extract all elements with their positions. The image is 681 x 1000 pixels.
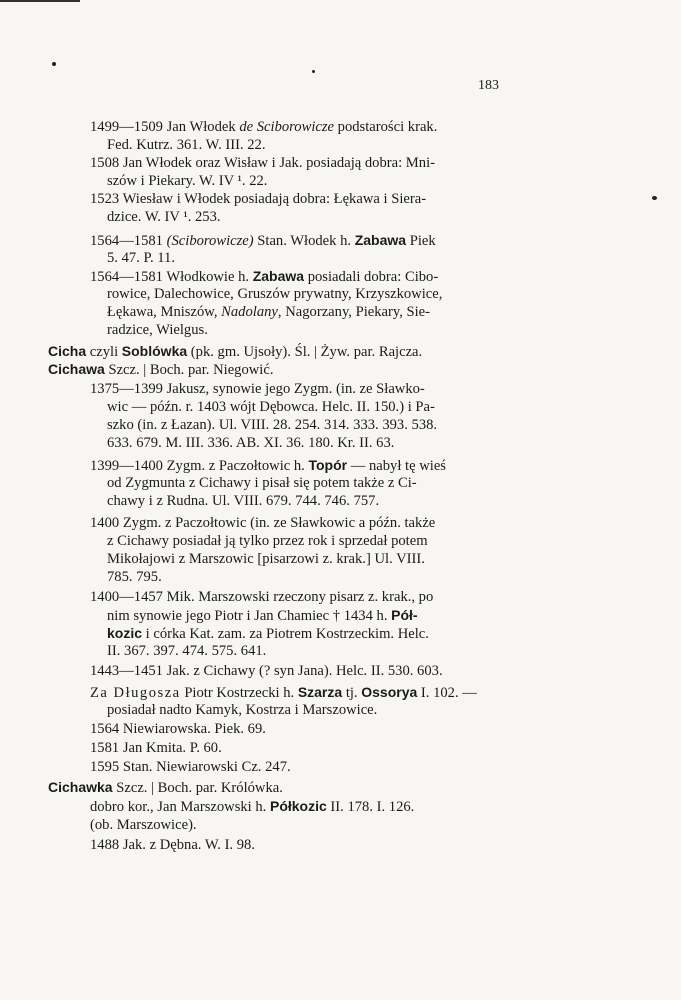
text-line [107,474,417,492]
bold-term: Soblówka [121,343,188,359]
bold-term: Cichawka [48,779,113,795]
scan-edge-mark [0,0,80,2]
text-line [107,642,266,660]
text-run: z Cichawy posiadał ją tylko przez rok i sprzedał potem [107,533,428,549]
text-line [107,434,394,452]
bold-term: kozic [107,625,143,641]
text-run: Fed. Kutrz. 361. W. III. 22. [107,137,266,153]
scan-speck [312,70,315,73]
text-run: Za Długosza [90,685,181,701]
text-line [90,118,437,136]
text-line [107,606,418,625]
text-run: posiadali dobra: Cibo- [304,269,439,285]
text-run: nim synowie jego Piotr i Jan Chamiec † 1434 h. [107,608,392,624]
text-run: i córka Kat. zam. za Piotrem Kostrzeckim. Helc. [142,626,429,642]
text-run: 1508 Jan Włodek oraz Wisław i Jak. posiadają dobra: Mni- [90,155,435,171]
text-line [90,797,414,816]
italic-term: Nadolany [221,304,278,320]
scan-speck [652,196,657,200]
text-run: II. 367. 397. 474. 575. 641. [107,643,267,659]
text-line [107,136,266,154]
italic-term: (Sciborowicze) [166,233,254,249]
text-run: od Zygmunta z Cichawy i pisał się potem także z Ci- [107,475,417,491]
text-run: Piek [406,233,436,249]
text-line [107,568,162,586]
text-run: radzice, Wielgus. [107,322,208,338]
text-line [90,836,255,854]
text-line [107,321,208,339]
text-run: posiadał nadto Kamyk, Kostrza i Marszowice. [107,702,378,718]
text-run: Piotr Kostrzecki h. [180,685,298,701]
text-line [90,720,266,738]
text-line [107,701,377,719]
text-run: 5. 47. P. 11. [107,250,175,266]
text-line [90,380,425,398]
text-line [107,398,435,416]
text-run: Szcz. | Boch. par. Niegowić. [104,362,274,378]
text-run: podstarości krak. [334,119,438,135]
text-line [90,514,435,532]
text-line [90,683,477,702]
text-run: , Nagorzany, Piekary, Sie- [277,304,431,320]
text-run: Stan. Włodek h. [253,233,355,249]
bold-term: Cichawa [48,361,105,377]
text-line [107,624,429,643]
text-run: 1523 Wiesław i Włodek posiadają dobra: Łękawa i Siera- [90,191,427,207]
text-run: 1488 Jak. z Dębna. W. I. 98. [90,837,255,853]
text-line [90,739,222,757]
text-line [48,360,274,379]
text-line [90,267,438,286]
text-run: — nabył tę wieś [347,458,446,474]
text-run: czyli [86,344,122,360]
text-run: (pk. gm. Ujsoły). Śl. | Żyw. par. Rajcza. [187,344,423,360]
bold-term: Zabawa [252,268,305,284]
text-run: 1581 Jan Kmita. P. 60. [90,740,222,756]
text-run: 1400—1457 Mik. Marszowski rzeczony pisarz z. krak., po [90,589,434,605]
text-run: dobro kor., Jan Marszowski h. [90,799,270,815]
text-run: 785. 795. [107,569,162,585]
bold-term: Ossorya [361,684,418,700]
text-line [107,172,267,190]
text-line [107,416,437,434]
text-line [107,208,221,226]
text-run: 1564—1581 [90,233,167,249]
text-line [90,456,446,475]
text-line [90,588,433,606]
text-line [107,303,430,321]
bold-term: Półkozic [269,798,327,814]
text-run: 1499—1509 Jan Włodek [90,119,240,135]
text-run: 1400 Zygm. z Paczołtowic (in. ze Sławkowic a późn. także [90,515,436,531]
bold-term: Topór [308,457,348,473]
text-line [90,662,443,680]
text-line [107,285,442,303]
text-line [90,231,436,250]
text-line [48,342,422,361]
text-line [90,190,426,208]
text-run: 633. 679. M. III. 336. AB. XI. 36. 180. Kr. II. 63. [107,435,395,451]
text-run: 1564—1581 Włodkowie h. [90,269,253,285]
text-line [107,249,175,267]
scan-speck [52,62,56,66]
text-run: 1375—1399 Jakusz, synowie jego Zygm. (in. ze Sławko- [90,381,425,397]
text-run: (ob. Marszowice). [90,817,197,833]
text-run: szko (in. z Łazan). Ul. VIII. 28. 254. 314. 333. 393. 538. [107,417,438,433]
text-run: 1564 Niewiarowska. Piek. 69. [90,721,266,737]
text-run: rowice, Dalechowice, Gruszów prywatny, Krzyszkowice, [107,286,443,302]
italic-term: de Sciborowicze [239,119,335,135]
text-run: 1399—1400 Zygm. z Paczołtowic h. [90,458,309,474]
text-run: I. 102. — [417,685,477,701]
text-run: Łękawa, Mniszów, [107,304,222,320]
text-run: Mikołajowi z Marszowic [pisarzowi z. krak.] Ul. VIII. [107,551,425,567]
text-line [48,778,283,797]
text-run: wic — późn. r. 1403 wójt Dębowca. Helc. II. 150.) i Pa- [107,399,435,415]
text-line [90,816,197,834]
text-run: 1443—1451 Jak. z Cichawy (? syn Jana). Helc. II. 530. 603. [90,663,443,679]
text-run: chawy i z Rudna. Ul. VIII. 679. 744. 746. 757. [107,493,380,509]
text-line [107,550,425,568]
bold-term: Pół- [391,607,418,623]
text-line [107,532,428,550]
text-run: 1595 Stan. Niewiarowski Cz. 247. [90,759,291,775]
bold-term: Cicha [48,343,87,359]
text-run: II. 178. I. 126. [326,799,415,815]
text-run: szów i Piekary. W. IV ¹. 22. [107,173,268,189]
text-line [90,758,291,776]
bold-term: Zabawa [354,232,407,248]
text-run: dzice. W. IV ¹. 253. [107,209,221,225]
text-line [107,492,379,510]
text-line [90,154,435,172]
page-number: 183 [478,78,499,93]
bold-term: Szarza [297,684,343,700]
text-run: Szcz. | Boch. par. Królówka. [112,780,283,796]
text-run: tj. [342,685,362,701]
